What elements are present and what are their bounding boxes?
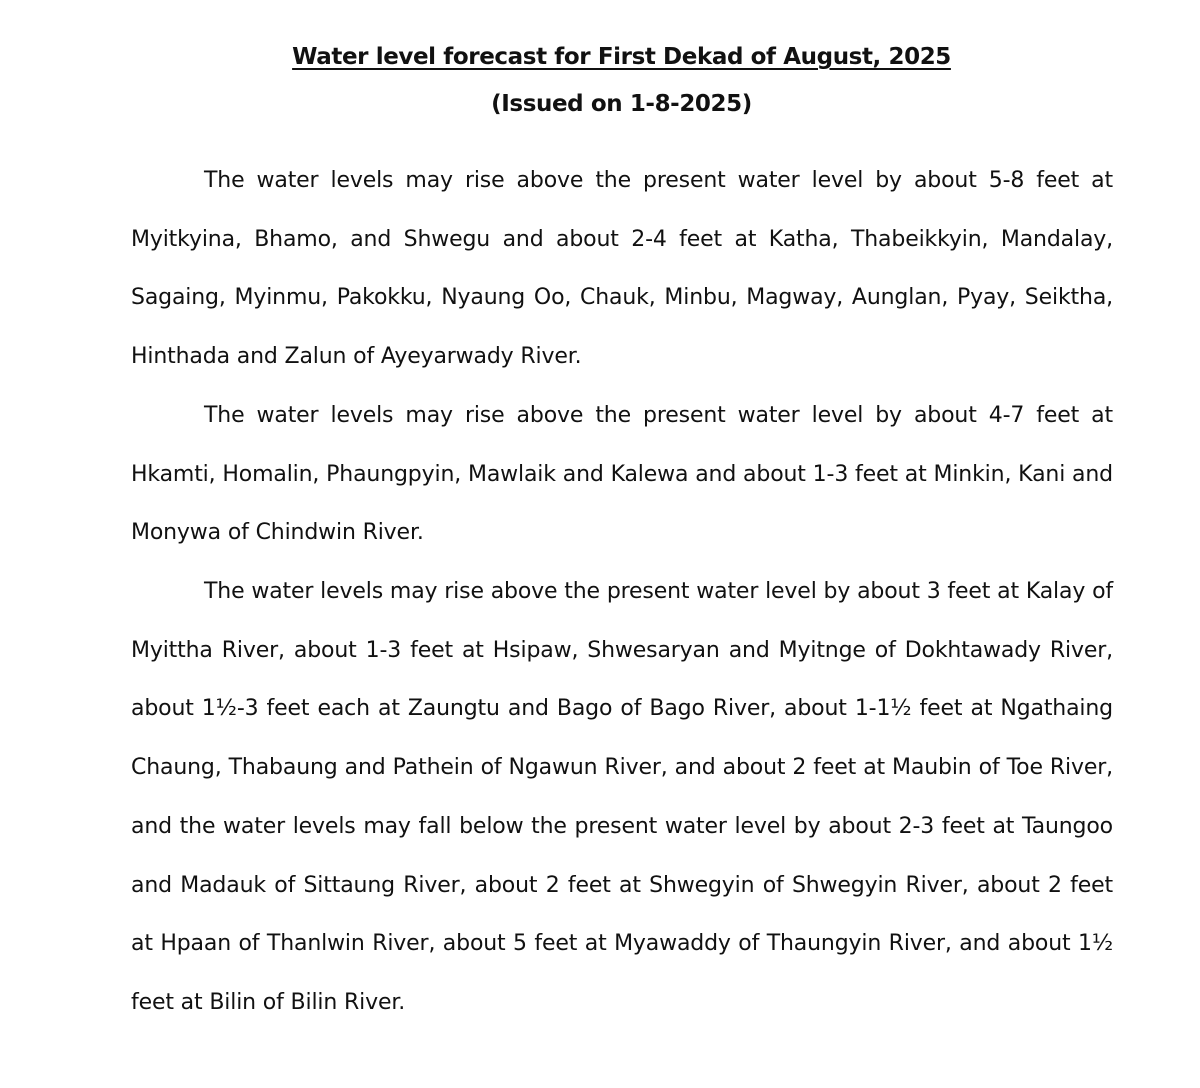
issued-date: (Issued on 1-8-2025) <box>491 91 752 117</box>
document-title: Water level forecast for First Dekad of August, 2025 <box>292 44 951 70</box>
paragraph-other-rivers: The water levels may rise above the present water level by about 3 feet at Kalay of Myittha River, about 1-3 feet at Hsipaw, Shwesaryan and Myitnge of Dokhtawady River, about 1½-3 feet each at Zaungtu and Bago of Bago River, about 1-1½ feet at Ngathaing Chaung, Thabaung and Pathein of Ngawun River, and about 2 feet at Maubin of Toe River, and the water levels may fall below the present water level by about 2-3 feet at Taungoo and Madauk of Sittaung River, about 2 feet at Shwegyin of Shwegyin River, about 2 feet at Hpaan of Thanlwin River, about 5 feet at Myawaddy of Thaungyin River, and about 1½ feet at Bilin of Bilin River. <box>131 579 1113 1015</box>
paragraph-chindwin: The water levels may rise above the present water level by about 4-7 feet at Hkamti, Homalin, Phaungpyin, Mawlaik and Kalewa and about 1-3 feet at Minkin, Kani and Monywa of Chindwin River. <box>131 403 1113 546</box>
paragraph-ayeyarwady: The water levels may rise above the present water level by about 5-8 feet at Myitkyina, Bhamo, and Shwegu and about 2-4 feet at Katha, Thabeikkyin, Mandalay, Sagaing, Myinmu, Pakokku, Nyaung Oo, Chauk, Minbu, Magway, Aunglan, Pyay, Seiktha, Hinthada and Zalun of Ayeyarwady River. <box>131 168 1113 370</box>
